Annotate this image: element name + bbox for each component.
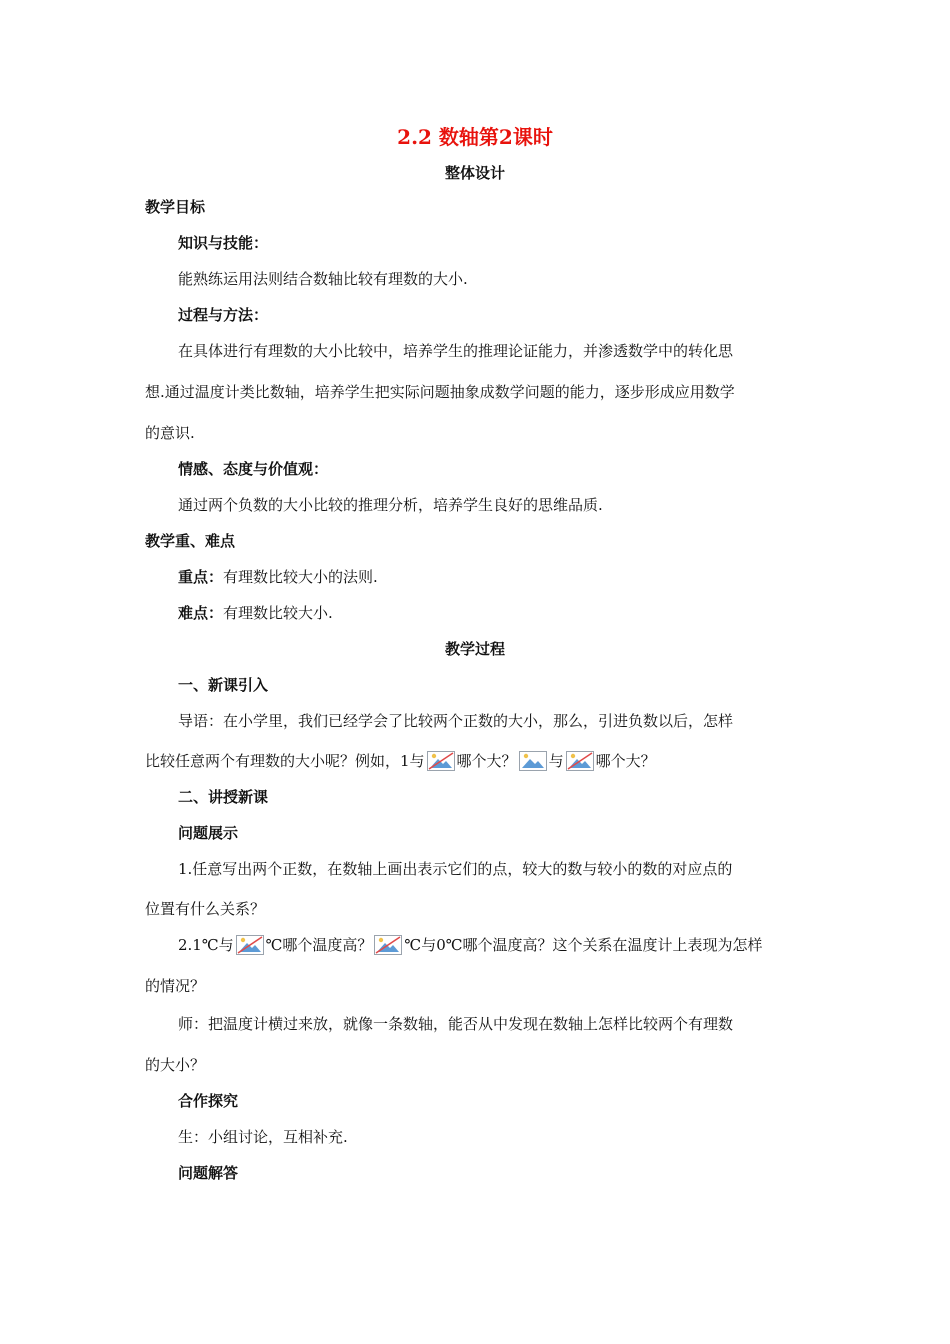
paragraph-line: 导语：在小学里，我们已经学会了比较两个正数的大小，那么，引进负数以后，怎样 — [178, 712, 734, 730]
difficult-point — [178, 603, 808, 623]
paragraph-line — [178, 935, 808, 955]
subheading: 二、讲授新课 — [178, 788, 269, 806]
section-heading: 教学目标 — [145, 198, 206, 216]
key-point — [178, 567, 808, 587]
text-run: ℃哪个温度高？ — [265, 936, 373, 954]
paragraph-line: 的意识. — [145, 424, 195, 442]
subheading: 合作探究 — [178, 1092, 239, 1110]
section-heading: 教学过程 — [444, 640, 505, 658]
paragraph-line: 的大小？ — [145, 1056, 206, 1074]
paragraph-line: 1.任意写出两个正数，在数轴上画出表示它们的点，较大的数与较小的数的对应点的 — [178, 860, 733, 878]
key-point-text: 有理数比较大小的法则. — [223, 568, 378, 586]
paragraph-line: 想.通过温度计类比数轴，培养学生把实际问题抽象成数学问题的能力，逐步形成应用数学 — [145, 383, 735, 401]
key-point-label: 重点： — [178, 568, 224, 586]
text-run: 与 — [548, 752, 564, 770]
paragraph: 生：小组讨论，互相补充. — [178, 1128, 348, 1146]
doc-title: 2.2 数轴第2课时 — [397, 125, 553, 149]
doc-subtitle: 整体设计 — [444, 164, 505, 182]
broken-image-icon — [427, 751, 455, 771]
text-run: ℃与0℃哪个温度高？这个关系在温度计上表现为怎样 — [404, 936, 763, 954]
difficult-point-text: 有理数比较大小. — [223, 604, 333, 622]
subheading: 一、新课引入 — [178, 676, 269, 694]
subheading: 知识与技能： — [178, 234, 269, 252]
broken-image-icon — [566, 751, 594, 771]
difficult-point-label: 难点： — [178, 604, 224, 622]
text-run: 哪个大？ — [595, 752, 656, 770]
paragraph-line: 在具体进行有理数的大小比较中，培养学生的推理论证能力，并渗透数学中的转化思 — [178, 342, 734, 360]
text-run: 比较任意两个有理数的大小呢？例如，1与 — [145, 752, 425, 770]
text-run: 哪个大？ — [456, 752, 517, 770]
subheading: 过程与方法： — [178, 306, 269, 324]
subheading: 问题解答 — [178, 1164, 239, 1182]
text-run: 2.1℃与 — [178, 936, 234, 954]
paragraph-line: 师：把温度计横过来放，就像一条数轴，能否从中发现在数轴上怎样比较两个有理数 — [178, 1015, 734, 1033]
paragraph-line: 的情况？ — [145, 977, 206, 995]
broken-image-icon — [374, 935, 402, 955]
section-heading: 教学重、难点 — [145, 532, 236, 550]
paragraph: 能熟练运用法则结合数轴比较有理数的大小. — [178, 270, 468, 288]
broken-image-icon — [236, 935, 264, 955]
subheading: 情感、态度与价值观： — [178, 460, 329, 478]
paragraph: 通过两个负数的大小比较的推理分析，培养学生良好的思维品质. — [178, 496, 603, 514]
paragraph-line: 位置有什么关系？ — [145, 900, 266, 918]
subheading: 问题展示 — [178, 824, 239, 842]
broken-image-icon — [519, 751, 547, 771]
paragraph-line — [145, 751, 807, 771]
